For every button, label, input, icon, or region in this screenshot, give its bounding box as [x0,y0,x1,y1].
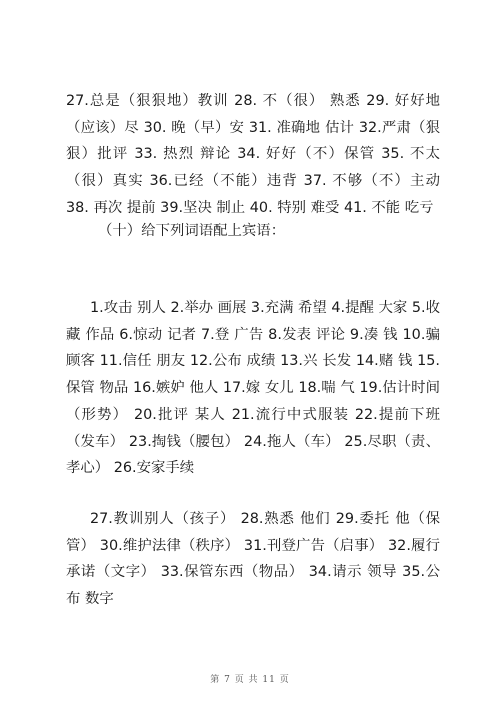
section-heading-10: （十）给下列词语配上宾语： [98,223,286,239]
answer-paragraph-27-41: 27.总是（狠狠地）教训 28. 不（很） 熟悉 29. 好好地（应该）尽 30. 晚（早）安 31. 准确地 估计 32.严肃（狠狠）批评 33. 热烈 辩论 34. 好好（不）保管 35. 不太（很）真实 36.已经（不能）违背 37. 不够（不）主动 38. 再次 提前 39.坚决 制止 40. 特别 难受 41. 不能 吃亏 [66,93,440,216]
answer-paragraph-1-26: 1.攻击 别人 2.举办 画展 3.充满 希望 4.提醒 大家 5.收藏 作品 6.惊动 记者 7.登 广告 8.发表 评论 9.凑 钱 10.骗 顾客 11.信任 朋友 12.公布 成绩 13.兴 长发 14.赌 钱 15.保管 物品 16.嫉妒 他人 17.嫁 女儿 18.喘 气 19.估计时间（形势） 20.批评 某人 21.流行中式服装 22.提前下班（发车） 23.掏钱（腰包） 24.拖人（车） 25.尽职（责、孝心） 26.安家手续 [66,300,440,477]
answer-paragraph-27-35: 27.教训别人（孩子） 28.熟悉 他们 29.委托 他（保管） 30.维护法律（秩序） 31.刊登广告（启事） 32.履行承诺（文字） 33.保管东西（物品） 34.请示 领导 35.公布 数字 [66,511,440,608]
page-footer: 第 7 页 共 11 页 [210,675,290,685]
